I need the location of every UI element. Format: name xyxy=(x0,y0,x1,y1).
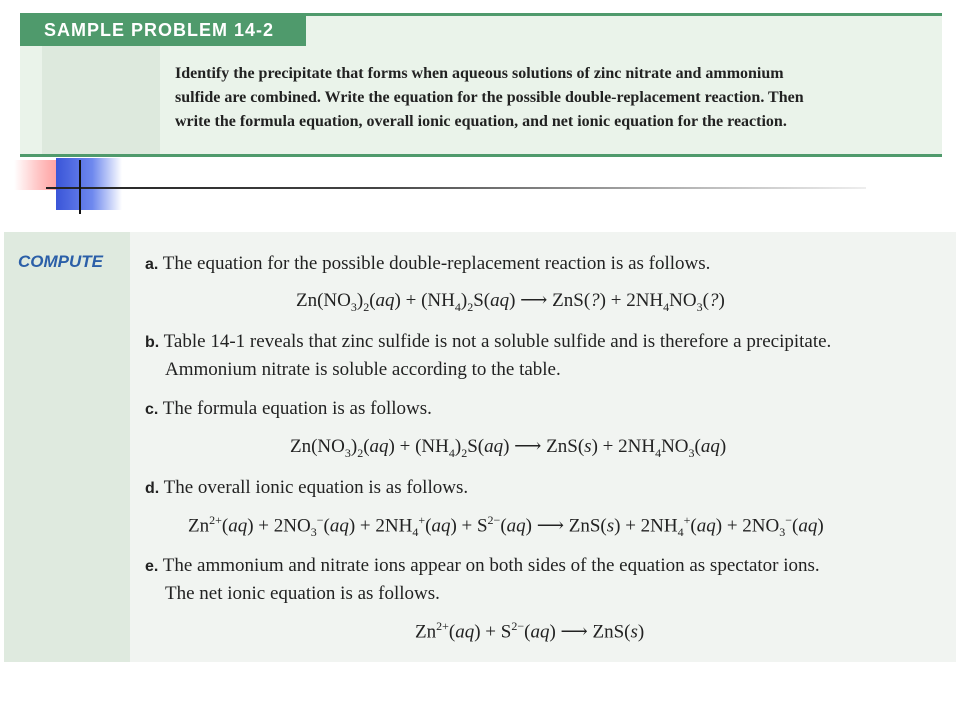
question-line: Identify the precipitate that forms when aqueous solutions of zinc nitrate and ammonium xyxy=(175,65,784,82)
equation-overall-ionic: $Zn^{2+}(aq) + 2NO_3^-(aq) + 2NH_4^+(aq) + S^{2-}(aq)$ ⟶ $ZnS(s) + 2NH_4^+(aq) + 2NO_3^-(aq)$ xyxy=(188,513,824,540)
step-c xyxy=(145,395,955,423)
equation-formula: $Zn(NO_3)_2(aq) + (NH_4)_2S(aq)$ ⟶ $ZnS(s) + 2NH_4NO_3(aq)$ xyxy=(290,436,727,460)
step-text: The equation for the possible double-replacement reaction is as follows. xyxy=(162,253,711,274)
step-b xyxy=(145,328,955,383)
step-a xyxy=(145,250,955,278)
compute-left-strip xyxy=(4,232,130,662)
question-line: sulfide are combined. Write the equation for the possible double-replacement reaction. Then xyxy=(175,89,804,106)
sample-problem-header: SAMPLE PROBLEM 14-2 xyxy=(20,14,306,46)
decorative-blue-block xyxy=(56,158,122,210)
step-letter: b. xyxy=(145,334,160,351)
decorative-vertical-line xyxy=(79,160,81,214)
step-letter: d. xyxy=(145,480,160,497)
sample-problem-left-strip xyxy=(42,46,160,154)
compute-label: COMPUTE xyxy=(18,252,103,271)
question-line: write the formula equation, overall ionic equation, and net ionic equation for the reaction. xyxy=(175,113,787,130)
decorative-divider-line xyxy=(46,187,866,189)
step-text: Table 14-1 reveals that zinc sulfide is not a soluble sulfide and is therefore a precipitate. xyxy=(163,331,832,352)
step-e xyxy=(145,552,955,607)
step-text: The overall ionic equation is as follows. xyxy=(163,477,469,498)
step-text: The ammonium and nitrate ions appear on both sides of the equation as spectator ions. xyxy=(162,555,820,576)
equation-double-replacement: $Zn(NO_3)_2(aq) + (NH_4)_2S(aq)$ ⟶ ZnS(?) + $2NH_4NO_3(?)$ xyxy=(296,290,725,314)
step-text: The formula equation is as follows. xyxy=(162,398,432,419)
equation-net-ionic: $Zn^{2+}(aq) + S^{2-}(aq)$ ⟶ ZnS(s) xyxy=(415,619,645,643)
step-letter: e. xyxy=(145,558,159,575)
step-text: Ammonium nitrate is soluble according to the table. xyxy=(165,359,561,380)
step-letter: c. xyxy=(145,401,159,418)
step-letter: a. xyxy=(145,256,159,273)
step-d xyxy=(145,474,955,502)
step-text: The net ionic equation is as follows. xyxy=(165,583,440,604)
sample-problem-bottom-rule xyxy=(20,154,942,157)
sample-problem-question xyxy=(175,62,935,134)
